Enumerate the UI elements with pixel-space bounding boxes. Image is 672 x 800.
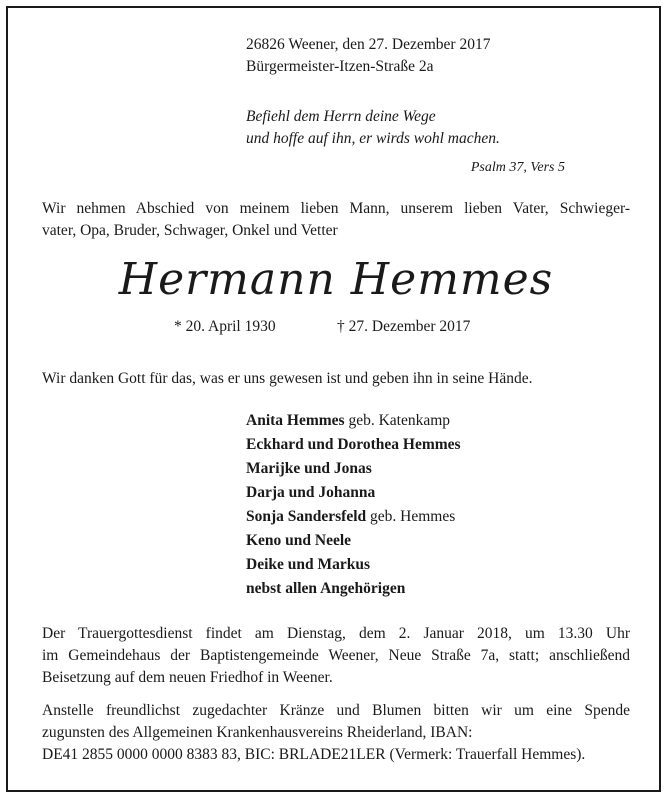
verse-line-2: und hoffe auf ihn, er wirds wohl machen.	[246, 130, 500, 147]
family-member: Eckhard und Dorothea Hemmes	[246, 436, 461, 453]
thanks-text: Wir danken Gott für das, was er uns gewesen ist und geben ihn in seine Hände.	[42, 370, 533, 387]
family-member: Deike und Markus	[246, 556, 371, 573]
family-member: Anita Hemmes geb. Katenkamp	[246, 412, 451, 429]
service-line-1: Der Trauergottesdienst findet am Dienstag, dem 2. Januar 2018, um 13.30 Uhr	[42, 625, 630, 642]
service-line-3: Beisetzung auf dem neuen Friedhof in Weener.	[42, 669, 333, 686]
address: Bürgermeister-Itzen-Straße 2a	[246, 58, 434, 75]
donation-line-3: DE41 2855 0000 0000 8383 83, BIC: BRLADE21LER (Vermerk: Trauerfall Hemmes).	[42, 746, 586, 763]
family-member: nebst allen Angehörigen	[246, 580, 406, 597]
donation-line-1: Anstelle freundlichst zugedachter Kränze und Blumen bitten wir um eine Spende	[42, 702, 630, 719]
bible-verse	[246, 106, 500, 150]
intro-line-2: vater, Opa, Bruder, Schwager, Onkel und Vetter	[42, 222, 338, 239]
family-member: Sonja Sandersfeld geb. Hemmes	[246, 508, 456, 525]
intro-line-1: Wir nehmen Abschied von meinem lieben Mann, unserem lieben Vater, Schwieger-	[42, 200, 630, 217]
service-line-2: im Gemeindehaus der Baptistengemeinde Weener, Neue Straße 7a, statt; anschließend	[42, 647, 630, 664]
verse-line-1: Befiehl dem Herrn deine Wege	[246, 108, 436, 125]
family-list	[246, 409, 461, 601]
family-member: Keno und Neele	[246, 532, 352, 549]
service-paragraph	[42, 623, 630, 689]
donation-line-2: zugunsten des Allgemeinen Krankenhausvereins Rheiderland, IBAN:	[42, 724, 473, 741]
family-member: Marijke und Jonas	[246, 460, 372, 477]
birth-date: * 20. April 1930	[174, 318, 276, 335]
intro-paragraph	[42, 198, 630, 242]
donation-paragraph	[42, 700, 630, 766]
death-date: † 27. Dezember 2017	[337, 318, 471, 335]
deceased-name: Hermann Hemmes	[118, 254, 554, 305]
family-member: Darja und Johanna	[246, 484, 376, 501]
place-date: 26826 Weener, den 27. Dezember 2017	[246, 36, 491, 53]
place-date-block	[246, 34, 490, 78]
verse-reference: Psalm 37, Vers 5	[470, 160, 565, 175]
